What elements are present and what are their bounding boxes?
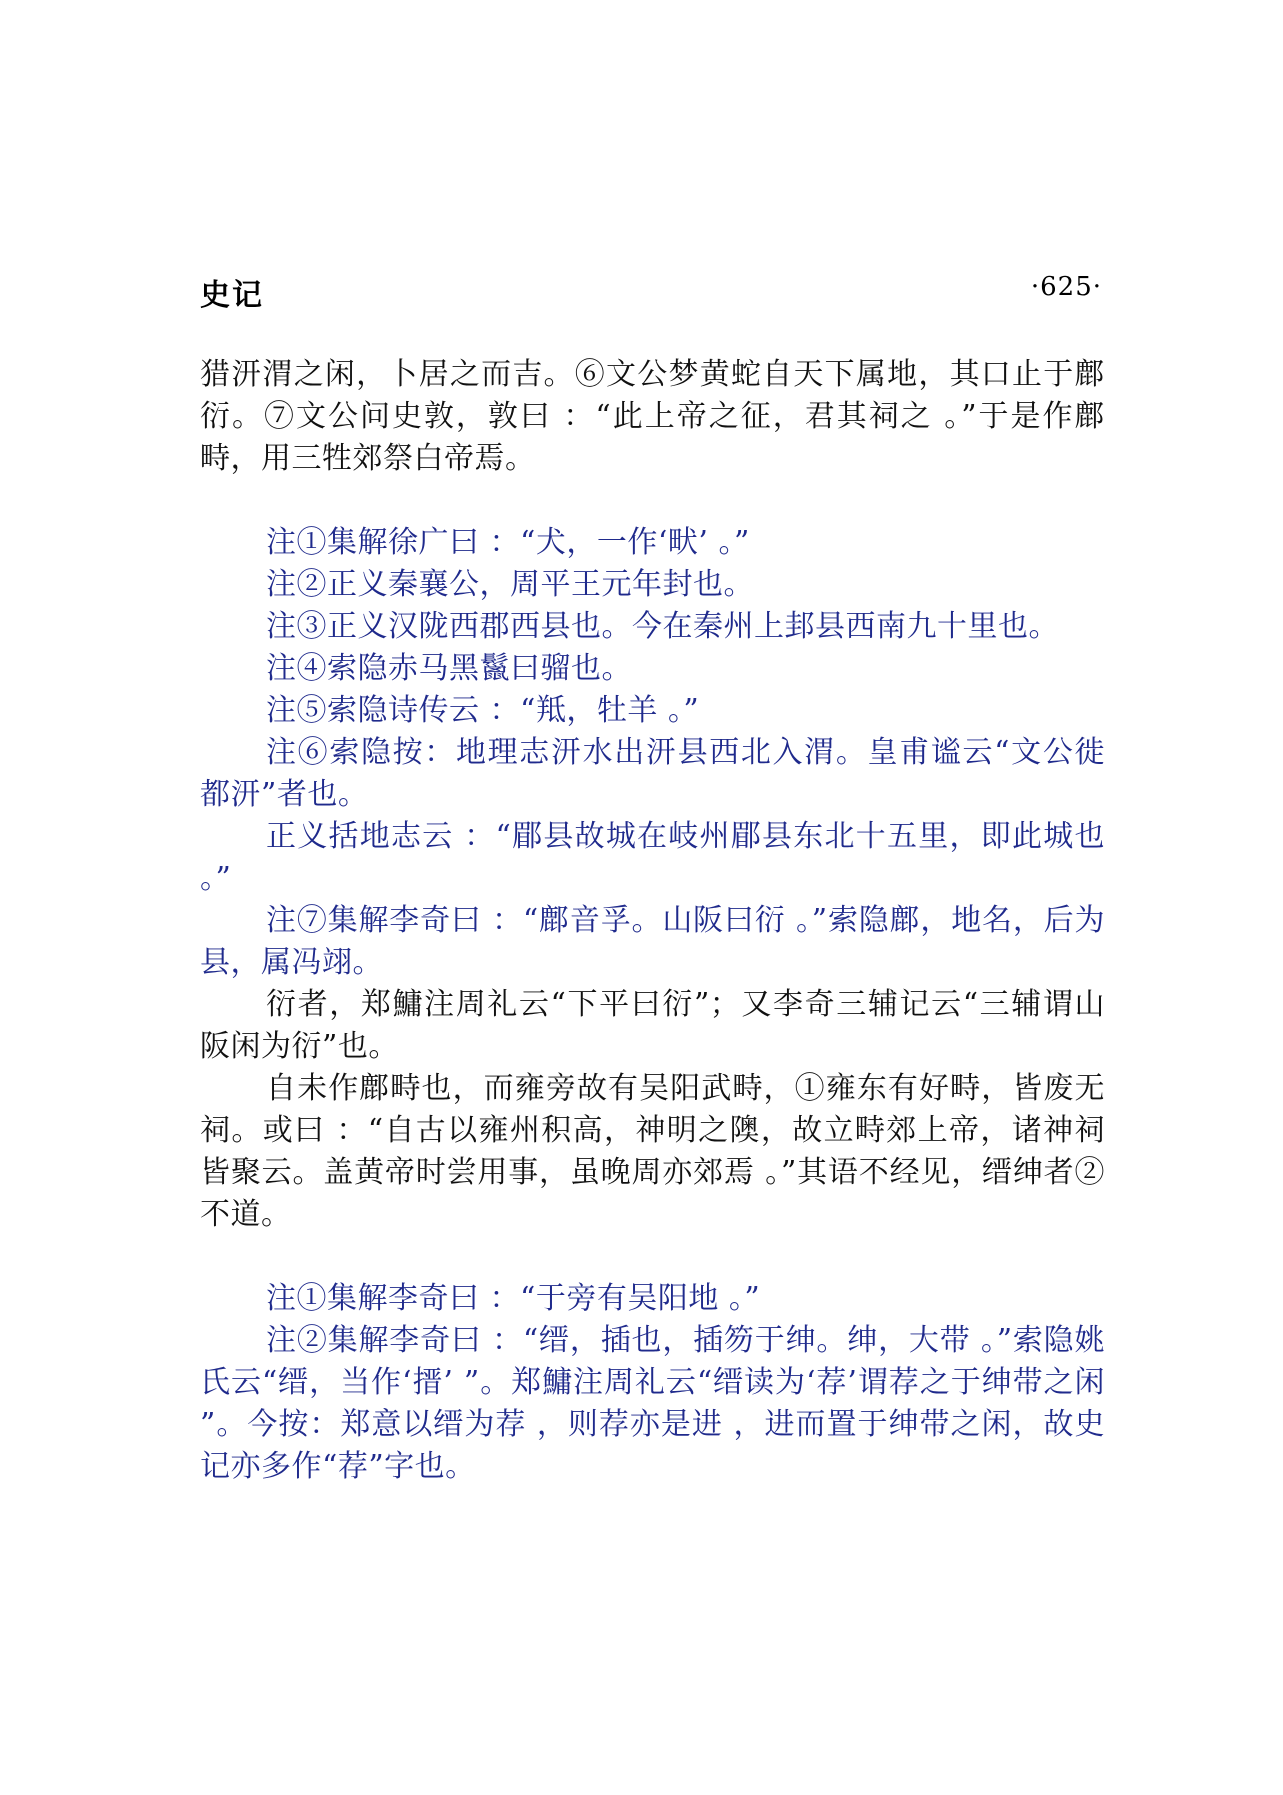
paragraph-gap (200, 1236, 1105, 1278)
annotation-note: 正义括地志云 ：“郿县故城在岐州郿县东北十五里，即此城也 。” (200, 819, 1105, 896)
annotation-note: 注⑥索隐按：地理志汧水出汧县西北入渭。皇甫谧云“文公徙都汧”者也。 (200, 735, 1105, 812)
annotation-note: 注①集解徐广曰 ：“犬，一作‘畎’ 。” (266, 525, 750, 560)
paragraph-gap (200, 480, 1105, 522)
annotation-note: 注③正义汉陇西郡西县也。今在秦州上邽县西南九十里也。 (266, 609, 1059, 644)
book-title: 史记 (200, 278, 264, 313)
main-text-paragraph: 猎汧渭之闲，卜居之而吉。⑥文公梦黄蛇自天下属地，其口止于鄜衍。⑦文公问史敦，敦曰 ：“此上帝之征，君其祠之 。”于是作鄜畤，用三牲郊祭白帝焉。 (200, 357, 1105, 476)
annotation-note: 注④索隐赤马黑鬣曰骝也。 (266, 651, 632, 686)
annotation-note: 注②正义秦襄公，周平王元年封也。 (266, 567, 754, 602)
main-text-paragraph: 自未作鄜畤也，而雍旁故有吴阳武畤，①雍东有好畤，皆废无祠。或曰 ：“自古以雍州积高，神明之隩，故立畤郊上帝，诸神祠皆聚云。盖黄帝时尝用事，虽晚周亦郊焉 。”其语不经见，缙绅者②不道。 (200, 1071, 1105, 1232)
page-number: ·625· (1030, 272, 1102, 302)
annotation-note: 注⑦集解李奇曰 ：“鄜音孚。山阪曰衍 。”索隐鄜，地名，后为县，属冯翊。 (200, 903, 1105, 980)
page-content (200, 354, 1105, 1488)
annotation-note: 注①集解李奇曰 ：“于旁有吴阳地 。” (266, 1281, 761, 1316)
page-header (200, 270, 1102, 313)
annotation-note: 注⑤索隐诗传云 ：“羝，牡羊 。” (266, 693, 700, 728)
annotation-note: 注②集解李奇曰 ：“缙，插也，插笏于绅。绅，大带 。”索隐姚氏云“缙，当作‘搢’ ”。郑鱅注周礼云“缙读为‘荐’谓荐之于绅带之闲 ”。今按：郑意以缙为荐 ，则荐亦是进 ，进而置于绅带之闲，故史记亦多作“荐”字也。 (200, 1323, 1105, 1484)
annotation-continuation: 衍者，郑鱅注周礼云“下平曰衍”；又李奇三辅记云“三辅谓山阪闲为衍”也。 (200, 987, 1105, 1064)
